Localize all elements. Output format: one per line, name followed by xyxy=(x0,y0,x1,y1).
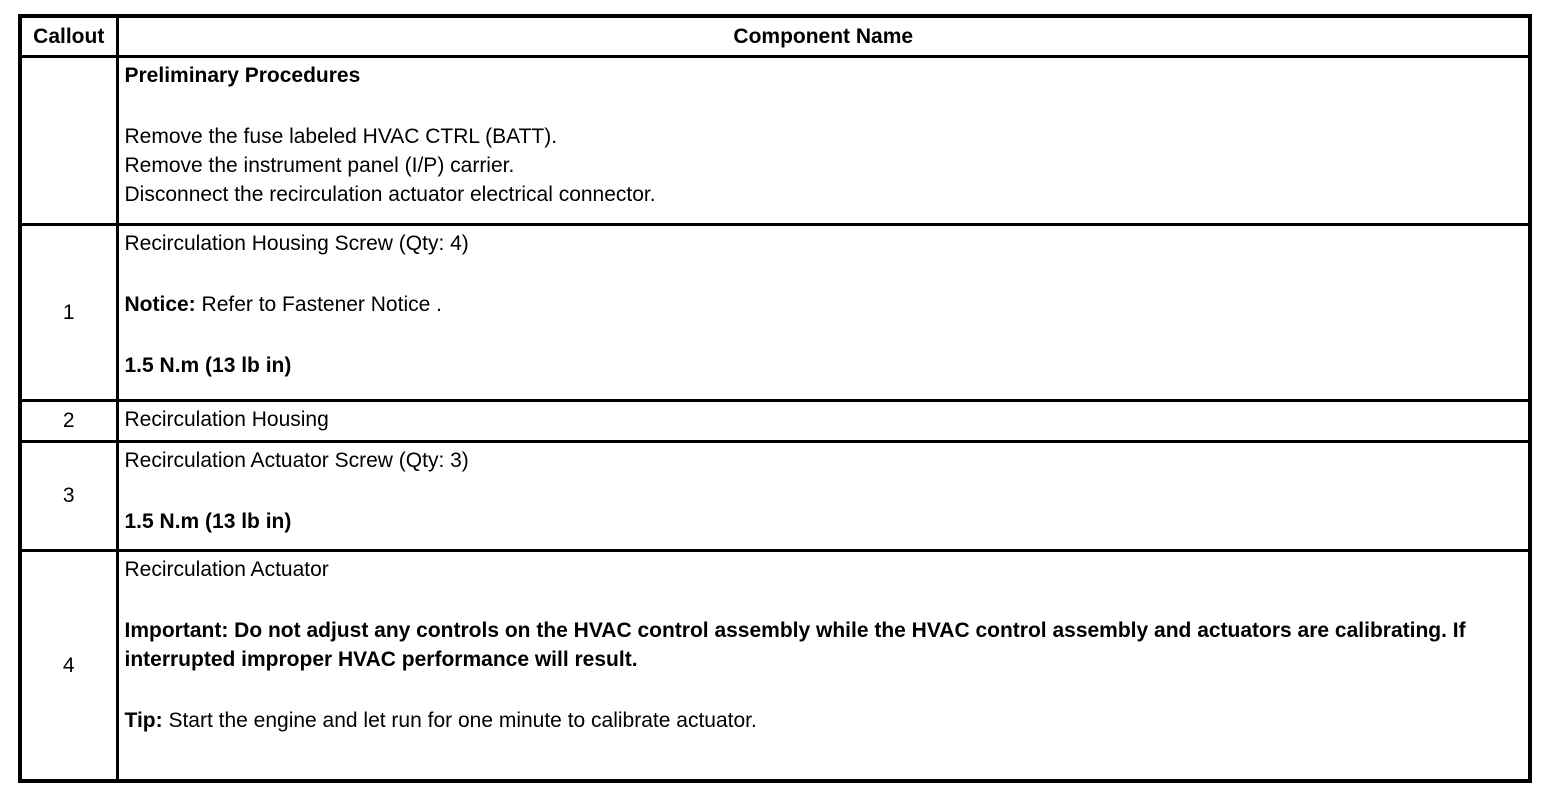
notice-label: Notice: xyxy=(124,292,196,316)
callout-number: 4 xyxy=(20,550,117,781)
component-name: Recirculation Actuator xyxy=(124,557,329,581)
callout-number: 2 xyxy=(20,400,117,441)
notice-text: Refer to Fastener Notice . xyxy=(195,292,442,316)
important-note: Important: Do not adjust any controls on the HVAC control assembly while the HVAC control assembly and actuators are calibrating. If interrupted improper HVAC performance will result. xyxy=(124,618,1466,671)
torque-spec: 1.5 N.m (13 lb in) xyxy=(124,509,292,533)
component-name: Recirculation Actuator Screw (Qty: 3) xyxy=(124,448,469,472)
callout-column-header: Callout xyxy=(20,16,117,56)
table-row-preliminary xyxy=(20,56,1530,224)
table-row-callout-4 xyxy=(20,550,1530,781)
component-cell-recirculation-housing-screw xyxy=(117,224,1530,400)
callout-cell-empty xyxy=(20,56,117,224)
component-name: Recirculation Housing Screw (Qty: 4) xyxy=(124,231,469,255)
table-header-row xyxy=(20,16,1530,56)
preliminary-step: Remove the fuse labeled HVAC CTRL (BATT). xyxy=(124,124,558,148)
table-row-callout-1 xyxy=(20,224,1530,400)
component-cell-recirculation-housing xyxy=(117,400,1530,441)
tip-line xyxy=(125,706,1523,735)
component-name: Recirculation Housing xyxy=(124,407,329,431)
component-cell-recirculation-actuator xyxy=(117,550,1530,781)
tip-text: Start the engine and let run for one minute to calibrate actuator. xyxy=(162,708,757,732)
callout-number: 3 xyxy=(20,441,117,550)
preliminary-procedures-cell xyxy=(117,56,1530,224)
preliminary-step: Disconnect the recirculation actuator electrical connector. xyxy=(124,182,656,206)
preliminary-procedures-title: Preliminary Procedures xyxy=(124,63,361,87)
torque-spec: 1.5 N.m (13 lb in) xyxy=(124,353,292,377)
component-name-column-header: Component Name xyxy=(117,16,1530,56)
table-row-callout-2 xyxy=(20,400,1530,441)
callout-number: 1 xyxy=(20,224,117,400)
table-row-callout-3 xyxy=(20,441,1530,550)
component-callout-table xyxy=(18,14,1532,783)
tip-label: Tip: xyxy=(124,708,163,732)
notice-line xyxy=(125,290,1523,319)
preliminary-step: Remove the instrument panel (I/P) carrier. xyxy=(124,153,515,177)
component-cell-recirculation-actuator-screw xyxy=(117,441,1530,550)
